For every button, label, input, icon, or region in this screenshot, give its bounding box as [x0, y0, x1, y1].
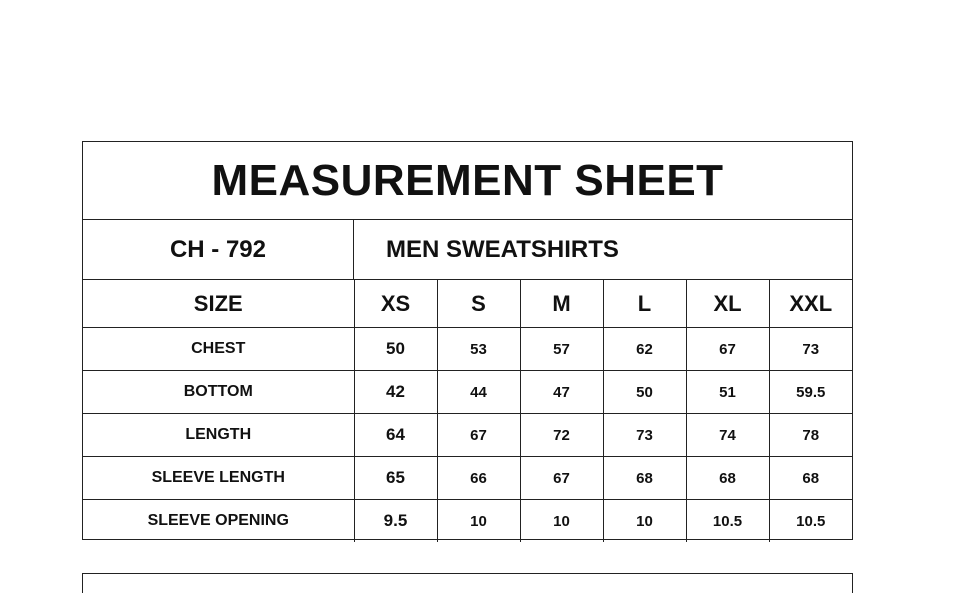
table-cell: 44: [437, 371, 520, 414]
table-cell: 10.5: [796, 512, 826, 530]
table-cell: 67: [437, 414, 520, 457]
table-cell: 67: [686, 328, 769, 371]
row-label: BOTTOM: [83, 371, 354, 414]
row-label: LENGTH: [83, 414, 354, 457]
table-cell: 59.5: [769, 371, 852, 414]
table-cell: 42: [354, 371, 437, 414]
table-cell: 50: [354, 328, 437, 371]
table-row: [83, 500, 852, 543]
measurement-table: [83, 280, 852, 542]
row-label: SLEEVE OPENING: [83, 500, 354, 543]
table-row: [83, 371, 852, 414]
table-cell: 73: [603, 414, 686, 457]
table-cell: 68: [686, 457, 769, 500]
size-s: S: [437, 280, 520, 328]
table-cell: 10: [520, 500, 603, 543]
table-row: [83, 414, 852, 457]
measurement-sheet: [82, 141, 853, 540]
table-cell: 10: [603, 500, 686, 543]
table-cell: 50: [603, 371, 686, 414]
style-code: CH - 792: [83, 220, 354, 279]
next-section-border: [82, 573, 853, 593]
product-name: MEN SWEATSHIRTS: [386, 235, 619, 263]
table-cell: 9.5: [354, 500, 437, 543]
table-cell: 72: [520, 414, 603, 457]
table-row: [83, 457, 852, 500]
table-cell: 66: [437, 457, 520, 500]
table-cell: 57: [520, 328, 603, 371]
size-label: SIZE: [83, 280, 354, 328]
size-xxl: XXL: [769, 280, 852, 328]
table-cell: 65: [354, 457, 437, 500]
table-cell: 51: [686, 371, 769, 414]
table-cell: 10: [437, 500, 520, 543]
size-l: L: [603, 280, 686, 328]
info-row: [83, 220, 852, 280]
row-label: SLEEVE LENGTH: [83, 457, 354, 500]
table-cell: 10.5: [686, 500, 769, 543]
table-cell: 68: [603, 457, 686, 500]
row-label: CHEST: [83, 328, 354, 371]
table-row: [83, 328, 852, 371]
table-cell: 78: [769, 414, 852, 457]
table-cell: 47: [520, 371, 603, 414]
table-cell: 64: [354, 414, 437, 457]
size-xl: XL: [686, 280, 769, 328]
table-cell: 53: [437, 328, 520, 371]
size-xs: XS: [354, 280, 437, 328]
table-cell: 68: [769, 457, 852, 500]
table-cell: 73: [769, 328, 852, 371]
table-cell: 67: [520, 457, 603, 500]
table-cell: 62: [603, 328, 686, 371]
size-header-row: [83, 280, 852, 328]
sheet-title: MEASUREMENT SHEET: [83, 142, 852, 220]
size-m: M: [520, 280, 603, 328]
table-cell: 74: [686, 414, 769, 457]
